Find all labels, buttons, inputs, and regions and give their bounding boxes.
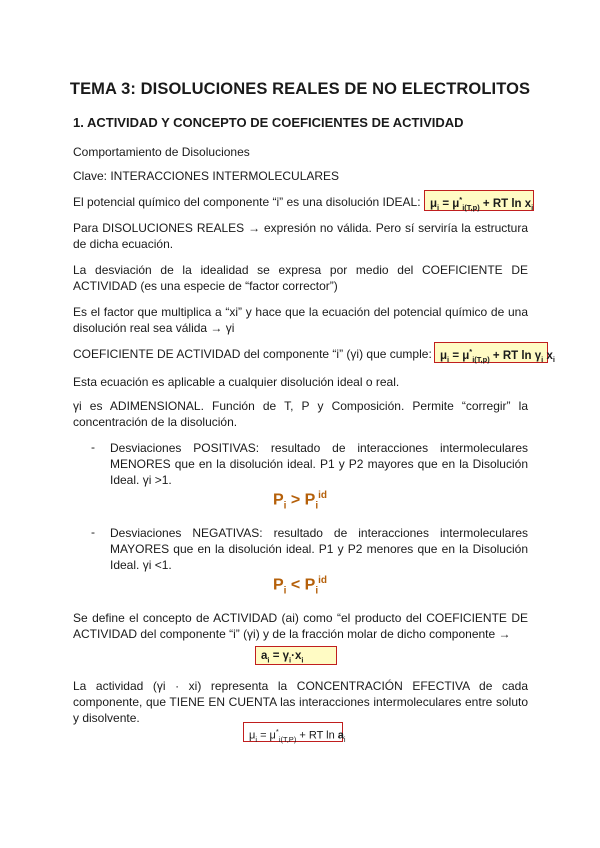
paragraph-coeficiente: COEFICIENTE DE ACTIVIDAD del componente “i” (γi) que cumple: (73, 347, 432, 361)
bullet-dash: - (91, 525, 95, 539)
paragraph-actividad-representa: La actividad (γi · xi) representa la CONCENTRACIÓN EFECTIVA de cada componente, que TIENE EN CUENTA las interacciones intermoleculares entre soluto y disolvente. (73, 679, 528, 725)
formula-potencial-actividad: $\mu_i = \mu^*_{i(T,P)}$ + RT $\ln a_i$ (243, 722, 343, 742)
bullet-dash: - (91, 440, 95, 454)
formula-real: $\mu_i = \mu^*_{i(T,p)}$ + RT $\ln \gamma_i$ $x_i$ (434, 342, 548, 363)
paragraph-comportamiento: Comportamiento de Disoluciones (73, 145, 250, 159)
paragraph-aplicable: Esta ecuación es aplicable a cualquier disolución ideal o real. (73, 375, 400, 389)
section-heading: 1. ACTIVIDAD Y CONCEPTO DE COEFICIENTES DE ACTIVIDAD (73, 115, 464, 130)
bullet-positive-deviation: Desviaciones POSITIVAS: resultado de interacciones intermoleculares MENORES que en la disolución ideal. P1 y P2 mayores que en la Disolución Ideal. γi >1. (110, 441, 528, 487)
paragraph-factor: Es el factor que multiplica a “xi” y hace que la ecuación del potencial químico de una disolución real sea válida → γi (73, 305, 528, 335)
paragraph-desviacion: La desviación de la idealidad se expresa por medio del COEFICIENTE DE ACTIVIDAD (es una especie de “factor corrector”) (73, 263, 528, 293)
paragraph-disoluciones-reales: Para DISOLUCIONES REALES → expresión no válida. Pero sí serviría la estructura de dicha ecuación. (73, 221, 528, 251)
paragraph-potencial-ideal: El potencial químico del componente “i” es una disolución IDEAL: (73, 195, 421, 209)
formula-ideal: $\mu_i = \mu^*_{i(T,p)}$ + RT $\ln x_i$ (424, 190, 534, 211)
page-title: TEMA 3: DISOLUCIONES REALES DE NO ELECTROLITOS (69, 80, 531, 98)
inequality-negative: $P_i < P_i^{id}$ (272, 575, 328, 597)
paragraph-actividad-definicion: Se define el concepto de ACTIVIDAD (ai) como “el producto del COEFICIENTE DE ACTIVIDAD del componente “i” (γi) y de la fracción molar de dicho componente → (73, 611, 528, 641)
paragraph-adimensional: γi es ADIMENSIONAL. Función de T, P y Composición. Permite “corregir” la concentración de la disolución. (73, 399, 528, 429)
inequality-positive: $P_i > P_i^{id}$ (272, 490, 328, 512)
paragraph-clave: Clave: INTERACCIONES INTERMOLECULARES (73, 169, 340, 183)
formula-actividad: $a_i = \gamma_i\cdot x_i$ (255, 646, 337, 665)
bullet-negative-deviation: Desviaciones NEGATIVAS: resultado de interacciones intermoleculares MAYORES que en la disolución ideal. P1 y P2 menores que en la Disolución Ideal. γi <1. (110, 526, 528, 572)
